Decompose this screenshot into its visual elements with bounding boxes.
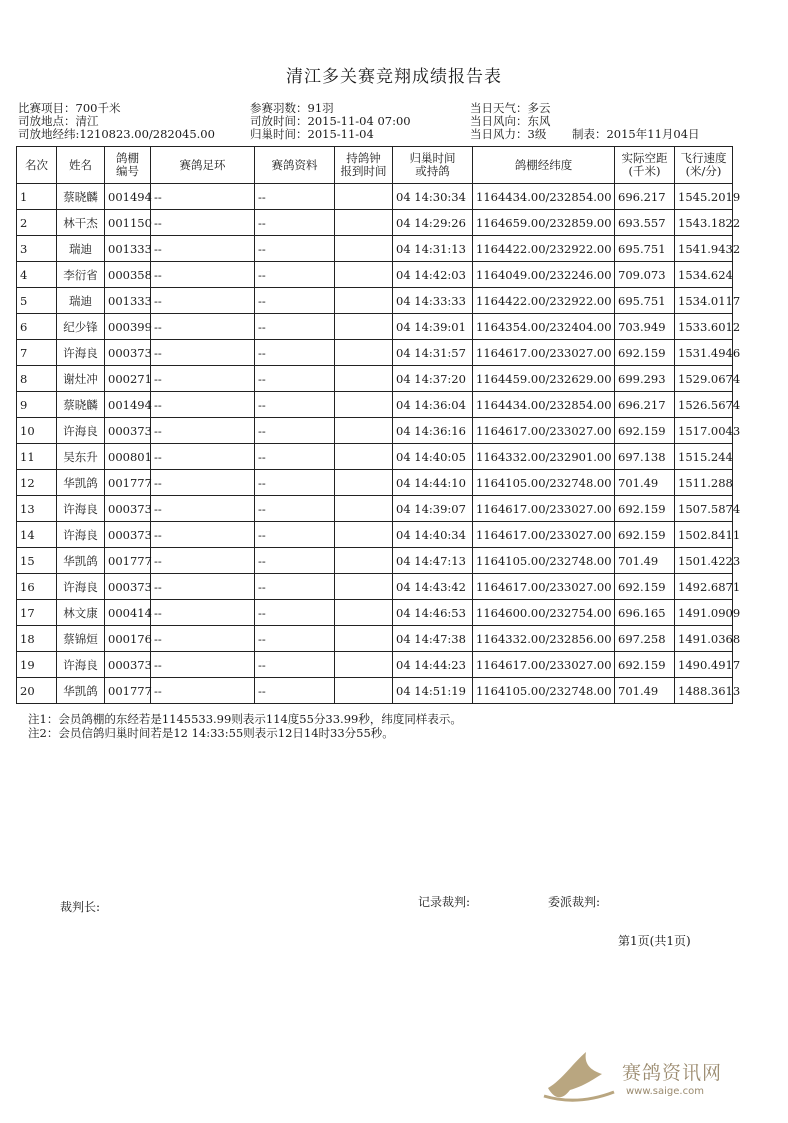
table-row xyxy=(17,314,733,340)
cell-ring: -- xyxy=(151,626,255,652)
chief-referee-label: 裁判长: xyxy=(60,900,101,914)
cell-rank: 6 xyxy=(17,314,57,340)
cell-arrival-time: 04 14:31:13 xyxy=(393,236,473,262)
cell-arrival-time: 04 14:33:33 xyxy=(393,288,473,314)
header-loft-coordinates xyxy=(473,147,615,184)
recording-referee-label: 记录裁判: xyxy=(418,895,471,909)
cell-distance: 696.165 xyxy=(615,600,675,626)
cell-rank: 18 xyxy=(17,626,57,652)
cell-loft-coordinates: 1164434.00/232854.00 xyxy=(473,392,615,418)
cell-arrival-time: 04 14:36:04 xyxy=(393,392,473,418)
cell-loft-coordinates: 1164617.00/233027.00 xyxy=(473,522,615,548)
release-location: 司放地点：清江 xyxy=(18,114,99,128)
cell-pigeon-info: -- xyxy=(255,574,335,600)
header-loft-coordinates-line: 鸽棚经纬度 xyxy=(514,157,573,172)
cell-clock-time xyxy=(335,522,393,548)
cell-arrival-time: 04 14:31:57 xyxy=(393,340,473,366)
cell-arrival-time: 04 14:46:53 xyxy=(393,600,473,626)
header-rank-line: 名次 xyxy=(25,157,48,172)
header-arrival-time-line: 归巢时间 xyxy=(409,151,456,165)
header-loft-number xyxy=(105,147,151,184)
page-number: 第1页(共1页) xyxy=(618,934,691,948)
cell-clock-time xyxy=(335,366,393,392)
cell-rank: 2 xyxy=(17,210,57,236)
cell-speed: 1490.4917 xyxy=(675,652,733,678)
cell-speed: 1507.5874 xyxy=(675,496,733,522)
cell-clock-time xyxy=(335,184,393,210)
cell-loft-coordinates: 1164332.00/232856.00 xyxy=(473,626,615,652)
cell-speed: 1543.1822 xyxy=(675,210,733,236)
cell-name: 许海良 xyxy=(57,522,105,548)
cell-clock-time xyxy=(335,678,393,704)
cell-pigeon-info: -- xyxy=(255,626,335,652)
cell-rank: 5 xyxy=(17,288,57,314)
table-row xyxy=(17,522,733,548)
cell-clock-time xyxy=(335,262,393,288)
cell-loft-coordinates: 1164049.00/232246.00 xyxy=(473,262,615,288)
cell-rank: 20 xyxy=(17,678,57,704)
cell-pigeon-info: -- xyxy=(255,314,335,340)
table-row xyxy=(17,678,733,704)
wind-direction: 当日风向：东风 xyxy=(470,114,551,128)
cell-speed: 1502.8411 xyxy=(675,522,733,548)
cell-ring: -- xyxy=(151,262,255,288)
watermark-name: 赛鸽资讯网 xyxy=(622,1062,723,1084)
cell-loft-number: 000414 xyxy=(105,600,151,626)
cell-ring: -- xyxy=(151,496,255,522)
cell-rank: 7 xyxy=(17,340,57,366)
cell-rank: 13 xyxy=(17,496,57,522)
cell-pigeon-info: -- xyxy=(255,288,335,314)
cell-arrival-time: 04 14:44:10 xyxy=(393,470,473,496)
cell-name: 许海良 xyxy=(57,574,105,600)
cell-loft-number: 001333 xyxy=(105,288,151,314)
cell-ring: -- xyxy=(151,444,255,470)
table-row xyxy=(17,340,733,366)
cell-rank: 16 xyxy=(17,574,57,600)
header-pigeon-info-line: 赛鸽资料 xyxy=(271,157,318,172)
cell-rank: 1 xyxy=(17,184,57,210)
cell-clock-time xyxy=(335,548,393,574)
table-row xyxy=(17,574,733,600)
cell-arrival-time: 04 14:43:42 xyxy=(393,574,473,600)
cell-speed: 1533.6012 xyxy=(675,314,733,340)
cell-loft-number: 000373 xyxy=(105,496,151,522)
wind-force-text: 当日风力：3级 xyxy=(470,127,547,141)
cell-loft-coordinates: 1164105.00/232748.00 xyxy=(473,548,615,574)
cell-loft-number: 000373 xyxy=(105,652,151,678)
cell-loft-number: 000399 xyxy=(105,314,151,340)
delegated-referee-label: 委派裁判: xyxy=(548,895,601,909)
race-info-middle xyxy=(250,102,411,141)
cell-name: 蔡晓麟 xyxy=(57,184,105,210)
table-row xyxy=(17,262,733,288)
cell-distance: 703.949 xyxy=(615,314,675,340)
cell-name: 蔡晓麟 xyxy=(57,392,105,418)
cell-pigeon-info: -- xyxy=(255,418,335,444)
cell-loft-number: 001777 xyxy=(105,548,151,574)
cell-loft-coordinates: 1164617.00/233027.00 xyxy=(473,496,615,522)
cell-ring: -- xyxy=(151,314,255,340)
header-speed-line: 飞行速度 xyxy=(680,151,727,165)
header-clock-time xyxy=(335,147,393,184)
cell-rank: 15 xyxy=(17,548,57,574)
cell-clock-time xyxy=(335,314,393,340)
cell-clock-time xyxy=(335,210,393,236)
cell-loft-coordinates: 1164354.00/232404.00 xyxy=(473,314,615,340)
cell-name: 许海良 xyxy=(57,340,105,366)
cell-clock-time xyxy=(335,600,393,626)
site-watermark xyxy=(540,1040,760,1110)
cell-name: 许海良 xyxy=(57,418,105,444)
cell-pigeon-info: -- xyxy=(255,392,335,418)
cell-pigeon-info: -- xyxy=(255,444,335,470)
table-row xyxy=(17,392,733,418)
table-row xyxy=(17,210,733,236)
report-title: 清江多关赛竞翔成绩报告表 xyxy=(286,67,502,87)
cell-name: 瑞迪 xyxy=(57,288,105,314)
footnote-2: 注2：会员信鸽归巢时间若是12 14:33:55则表示12日14时33分55秒。 xyxy=(28,726,394,740)
header-rank xyxy=(17,147,57,184)
cell-loft-number: 001777 xyxy=(105,678,151,704)
header-speed-line: (米/分) xyxy=(685,164,722,178)
cell-rank: 4 xyxy=(17,262,57,288)
cell-ring: -- xyxy=(151,418,255,444)
cell-name: 谢灶冲 xyxy=(57,366,105,392)
cell-loft-number: 000373 xyxy=(105,418,151,444)
cell-loft-coordinates: 1164617.00/233027.00 xyxy=(473,340,615,366)
header-arrival-time-line: 或持鸽 xyxy=(415,164,450,178)
cell-loft-coordinates: 1164659.00/232859.00 xyxy=(473,210,615,236)
cell-arrival-time: 04 14:30:34 xyxy=(393,184,473,210)
cell-speed: 1534.0117 xyxy=(675,288,733,314)
cell-loft-number: 001150 xyxy=(105,210,151,236)
cell-pigeon-info: -- xyxy=(255,678,335,704)
header-distance xyxy=(615,147,675,184)
cell-distance: 699.293 xyxy=(615,366,675,392)
cell-distance: 692.159 xyxy=(615,522,675,548)
cell-distance: 692.159 xyxy=(615,418,675,444)
cell-speed: 1492.6871 xyxy=(675,574,733,600)
cell-speed: 1529.0674 xyxy=(675,366,733,392)
cell-loft-coordinates: 1164459.00/232629.00 xyxy=(473,366,615,392)
cell-pigeon-info: -- xyxy=(255,262,335,288)
release-time: 司放时间：2015-11-04 07:00 xyxy=(250,114,411,128)
cell-clock-time xyxy=(335,288,393,314)
cell-loft-coordinates: 1164332.00/232901.00 xyxy=(473,444,615,470)
cell-loft-coordinates: 1164422.00/232922.00 xyxy=(473,288,615,314)
table-row xyxy=(17,288,733,314)
cell-speed: 1515.244 xyxy=(675,444,733,470)
cell-loft-coordinates: 1164617.00/233027.00 xyxy=(473,652,615,678)
table-row xyxy=(17,184,733,210)
cell-pigeon-info: -- xyxy=(255,210,335,236)
report-date: 制表：2015年11月04日 xyxy=(571,127,700,141)
cell-ring: -- xyxy=(151,574,255,600)
cell-loft-coordinates: 1164105.00/232748.00 xyxy=(473,470,615,496)
cell-distance: 692.159 xyxy=(615,496,675,522)
cell-name: 华凯鸽 xyxy=(57,470,105,496)
cell-arrival-time: 04 14:40:05 xyxy=(393,444,473,470)
cell-distance: 692.159 xyxy=(615,340,675,366)
cell-arrival-time: 04 14:37:20 xyxy=(393,366,473,392)
cell-distance: 692.159 xyxy=(615,652,675,678)
release-coordinates: 司放地经纬:1210823.00/282045.00 xyxy=(18,127,215,141)
header-loft-number-line: 鸽棚 xyxy=(116,151,139,165)
cell-pigeon-info: -- xyxy=(255,340,335,366)
cell-clock-time xyxy=(335,626,393,652)
header-loft-number-line: 编号 xyxy=(116,164,139,178)
cell-rank: 19 xyxy=(17,652,57,678)
cell-loft-number: 000373 xyxy=(105,522,151,548)
cell-arrival-time: 04 14:47:38 xyxy=(393,626,473,652)
weather: 当日天气：多云 xyxy=(470,101,551,115)
cell-arrival-time: 04 14:39:07 xyxy=(393,496,473,522)
cell-speed: 1511.288 xyxy=(675,470,733,496)
cell-name: 许海良 xyxy=(57,652,105,678)
cell-loft-coordinates: 1164617.00/233027.00 xyxy=(473,418,615,444)
cell-rank: 3 xyxy=(17,236,57,262)
cell-pigeon-info: -- xyxy=(255,548,335,574)
cell-pigeon-info: -- xyxy=(255,470,335,496)
cell-loft-number: 000373 xyxy=(105,574,151,600)
cell-clock-time xyxy=(335,418,393,444)
cell-ring: -- xyxy=(151,366,255,392)
cell-loft-coordinates: 1164422.00/232922.00 xyxy=(473,236,615,262)
cell-loft-number: 001494 xyxy=(105,184,151,210)
cell-arrival-time: 04 14:40:34 xyxy=(393,522,473,548)
results-table xyxy=(16,146,741,704)
watermark-url: www.saige.com xyxy=(626,1086,704,1097)
header-arrival-time xyxy=(393,147,473,184)
cell-pigeon-info: -- xyxy=(255,184,335,210)
cell-speed: 1517.0043 xyxy=(675,418,733,444)
cell-name: 瑞迪 xyxy=(57,236,105,262)
cell-clock-time xyxy=(335,496,393,522)
cell-loft-number: 000271 xyxy=(105,366,151,392)
cell-name: 华凯鸽 xyxy=(57,548,105,574)
cell-ring: -- xyxy=(151,184,255,210)
cell-name: 李衍省 xyxy=(57,262,105,288)
cell-loft-number: 001333 xyxy=(105,236,151,262)
header-distance-line: 实际空距 xyxy=(621,151,668,165)
cell-loft-coordinates: 1164617.00/233027.00 xyxy=(473,574,615,600)
cell-distance: 695.751 xyxy=(615,288,675,314)
cell-rank: 9 xyxy=(17,392,57,418)
cell-name: 蔡锦烜 xyxy=(57,626,105,652)
cell-arrival-time: 04 14:51:19 xyxy=(393,678,473,704)
table-body xyxy=(17,184,741,704)
cell-speed: 1541.9432 xyxy=(675,236,733,262)
cell-clock-time xyxy=(335,392,393,418)
cell-clock-time xyxy=(335,470,393,496)
cell-ring: -- xyxy=(151,210,255,236)
cell-distance: 709.073 xyxy=(615,262,675,288)
cell-speed: 1545.2019 xyxy=(675,184,733,210)
header-clock-time-line: 报到时间 xyxy=(340,164,387,178)
cell-pigeon-info: -- xyxy=(255,522,335,548)
cell-speed: 1501.4223 xyxy=(675,548,733,574)
cell-arrival-time: 04 14:29:26 xyxy=(393,210,473,236)
cell-arrival-time: 04 14:39:01 xyxy=(393,314,473,340)
cell-distance: 697.258 xyxy=(615,626,675,652)
cell-distance: 695.751 xyxy=(615,236,675,262)
cell-ring: -- xyxy=(151,548,255,574)
cell-speed: 1526.5674 xyxy=(675,392,733,418)
cell-speed: 1534.624 xyxy=(675,262,733,288)
cell-distance: 693.557 xyxy=(615,210,675,236)
cell-pigeon-info: -- xyxy=(255,496,335,522)
return-time: 归巢时间：2015-11-04 xyxy=(250,127,374,141)
cell-rank: 12 xyxy=(17,470,57,496)
table-row xyxy=(17,496,733,522)
cell-loft-number: 000801 xyxy=(105,444,151,470)
cell-clock-time xyxy=(335,574,393,600)
header-clock-time-line: 持鸽钟 xyxy=(346,151,381,165)
table-header-row xyxy=(17,147,733,184)
cell-rank: 8 xyxy=(17,366,57,392)
cell-name: 林干杰 xyxy=(57,210,105,236)
cell-distance: 692.159 xyxy=(615,574,675,600)
cell-arrival-time: 04 14:47:13 xyxy=(393,548,473,574)
header-distance-line: (千米) xyxy=(628,164,661,178)
cell-distance: 696.217 xyxy=(615,392,675,418)
cell-ring: -- xyxy=(151,236,255,262)
cell-name: 许海良 xyxy=(57,496,105,522)
cell-distance: 697.138 xyxy=(615,444,675,470)
table-row xyxy=(17,366,733,392)
cell-pigeon-info: -- xyxy=(255,652,335,678)
table-row xyxy=(17,236,733,262)
entry-count: 参赛羽数：91羽 xyxy=(250,101,334,115)
table-row xyxy=(17,470,733,496)
race-item: 比赛项目：700千米 xyxy=(18,101,121,115)
cell-ring: -- xyxy=(151,340,255,366)
cell-loft-number: 000176 xyxy=(105,626,151,652)
header-ring-line: 赛鸽足环 xyxy=(179,157,226,172)
cell-distance: 701.49 xyxy=(615,678,675,704)
cell-rank: 11 xyxy=(17,444,57,470)
table-row xyxy=(17,548,733,574)
cell-name: 纪少锋 xyxy=(57,314,105,340)
cell-name: 华凯鸽 xyxy=(57,678,105,704)
cell-pigeon-info: -- xyxy=(255,600,335,626)
footnote-1: 注1：会员鸽棚的东经若是1145533.99则表示114度55分33.99秒，纬度同样表示。 xyxy=(28,712,462,726)
cell-pigeon-info: -- xyxy=(255,236,335,262)
cell-rank: 14 xyxy=(17,522,57,548)
cell-rank: 10 xyxy=(17,418,57,444)
pigeon-logo-icon xyxy=(540,1040,620,1110)
cell-loft-coordinates: 1164600.00/232754.00 xyxy=(473,600,615,626)
header-ring xyxy=(151,147,255,184)
header-speed xyxy=(675,147,733,184)
table-row xyxy=(17,418,733,444)
cell-speed: 1531.4946 xyxy=(675,340,733,366)
cell-arrival-time: 04 14:36:16 xyxy=(393,418,473,444)
cell-clock-time xyxy=(335,236,393,262)
cell-loft-number: 000373 xyxy=(105,340,151,366)
cell-clock-time xyxy=(335,444,393,470)
cell-name: 吴东升 xyxy=(57,444,105,470)
cell-ring: -- xyxy=(151,522,255,548)
footnotes xyxy=(28,712,462,740)
cell-ring: -- xyxy=(151,288,255,314)
cell-distance: 701.49 xyxy=(615,548,675,574)
wind-force xyxy=(470,128,700,141)
cell-clock-time xyxy=(335,340,393,366)
table-row xyxy=(17,626,733,652)
cell-rank: 17 xyxy=(17,600,57,626)
cell-speed: 1491.0909 xyxy=(675,600,733,626)
cell-loft-number: 001494 xyxy=(105,392,151,418)
table-row xyxy=(17,652,733,678)
cell-ring: -- xyxy=(151,600,255,626)
cell-name: 林文康 xyxy=(57,600,105,626)
table-row xyxy=(17,600,733,626)
cell-arrival-time: 04 14:44:23 xyxy=(393,652,473,678)
cell-speed: 1491.0368 xyxy=(675,626,733,652)
header-name xyxy=(57,147,105,184)
header-pigeon-info xyxy=(255,147,335,184)
cell-ring: -- xyxy=(151,678,255,704)
cell-speed: 1488.3613 xyxy=(675,678,733,704)
cell-clock-time xyxy=(335,652,393,678)
cell-arrival-time: 04 14:42:03 xyxy=(393,262,473,288)
header-name-line: 姓名 xyxy=(69,157,92,172)
cell-loft-number: 001777 xyxy=(105,470,151,496)
cell-loft-number: 000358 xyxy=(105,262,151,288)
cell-ring: -- xyxy=(151,652,255,678)
cell-distance: 696.217 xyxy=(615,184,675,210)
cell-distance: 701.49 xyxy=(615,470,675,496)
cell-ring: -- xyxy=(151,470,255,496)
table-row xyxy=(17,444,733,470)
cell-ring: -- xyxy=(151,392,255,418)
cell-loft-coordinates: 1164434.00/232854.00 xyxy=(473,184,615,210)
race-info-right xyxy=(470,102,700,141)
cell-pigeon-info: -- xyxy=(255,366,335,392)
race-info-left xyxy=(18,102,215,141)
cell-loft-coordinates: 1164105.00/232748.00 xyxy=(473,678,615,704)
